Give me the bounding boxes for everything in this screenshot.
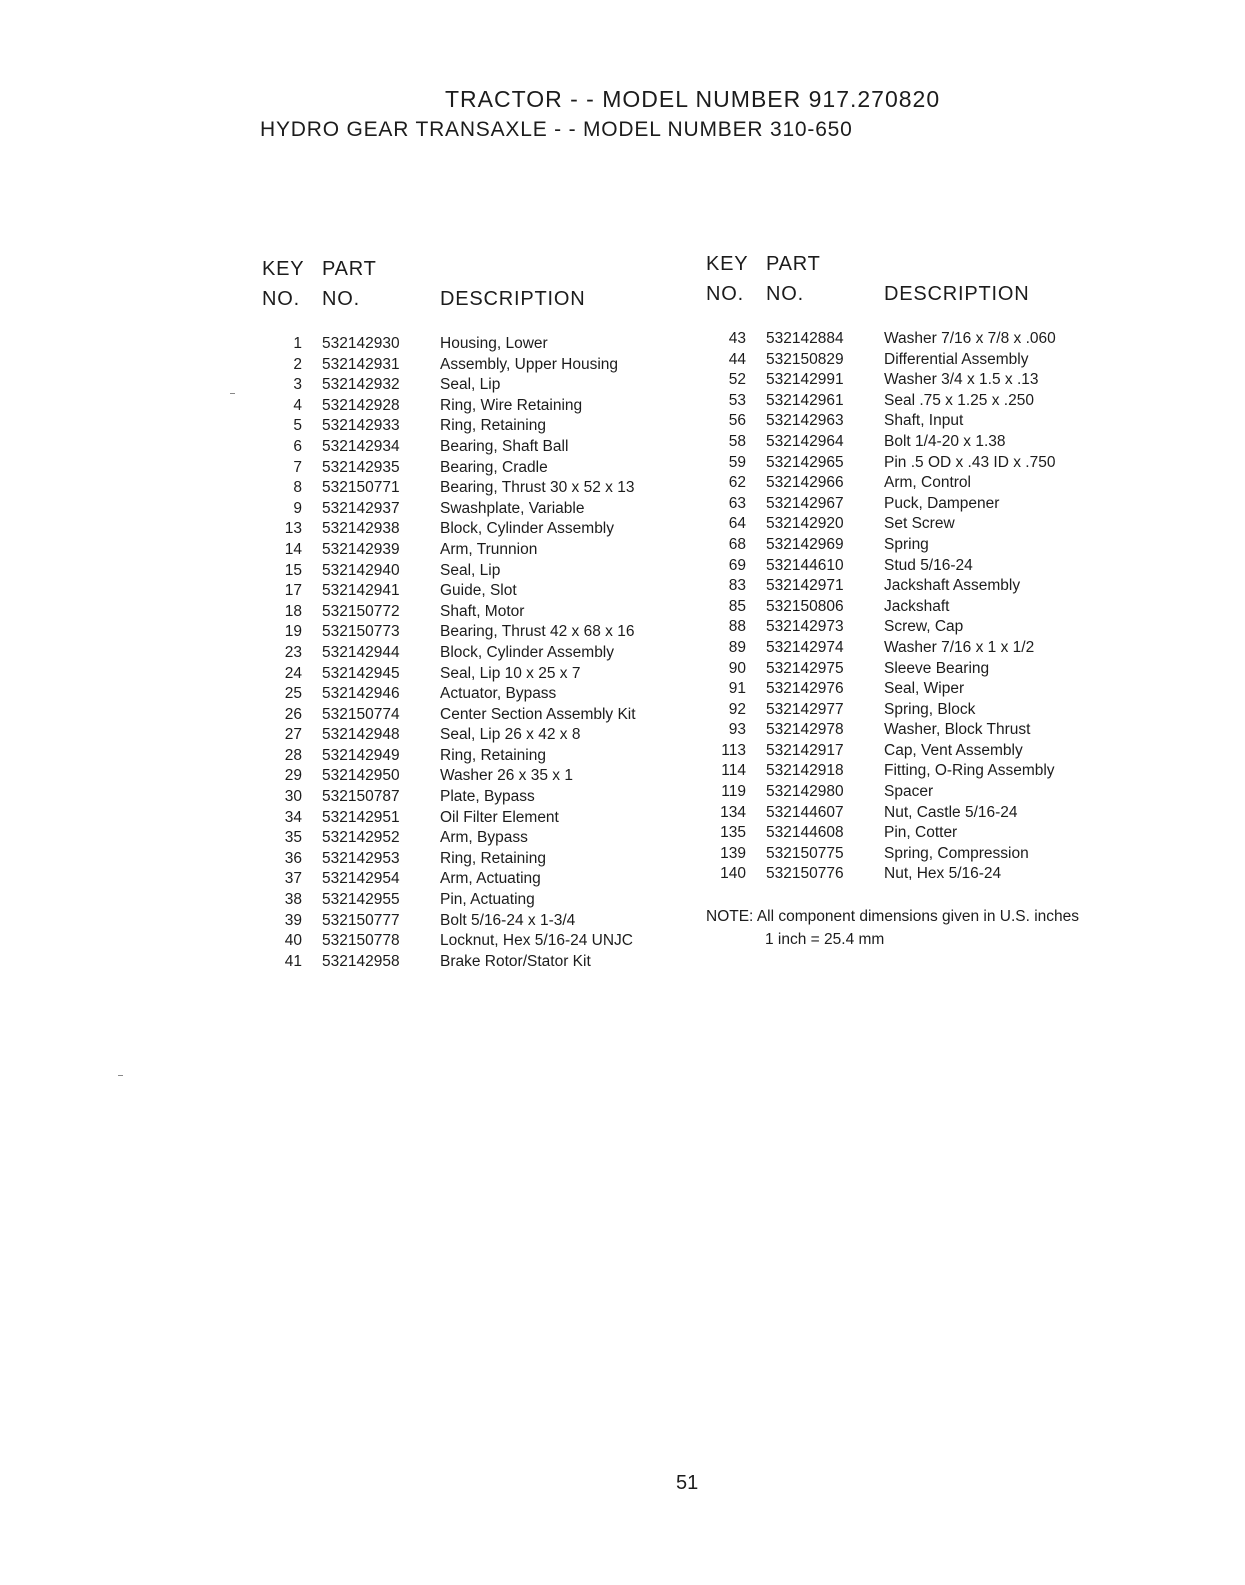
parts-table-left (262, 258, 692, 973)
key-number: 18 (284, 602, 302, 620)
parts-list-right (706, 330, 1136, 886)
part-number: 532142941 (322, 582, 400, 600)
table-row (706, 351, 1136, 372)
table-row (706, 330, 1136, 351)
table-header (262, 258, 692, 338)
key-number: 26 (284, 705, 302, 723)
part-description: Washer, Block Thrust (884, 721, 1031, 739)
key-number: 13 (284, 520, 302, 538)
table-row (262, 520, 692, 541)
table-row (262, 541, 692, 562)
part-description: Bearing, Cradle (440, 458, 548, 476)
key-number: 119 (721, 783, 746, 801)
key-number: 43 (728, 330, 746, 347)
part-number: 532150774 (322, 705, 400, 723)
key-number: 38 (284, 891, 302, 909)
key-number: 68 (728, 535, 746, 553)
part-number: 532142976 (766, 680, 844, 698)
key-number: 39 (284, 911, 302, 929)
part-description: Housing, Lower (440, 335, 548, 352)
table-row (262, 438, 692, 459)
table-row (262, 665, 692, 686)
key-number: 52 (728, 371, 746, 389)
key-number: 40 (284, 932, 302, 950)
key-number: 19 (284, 623, 302, 641)
part-description: Center Section Assembly Kit (440, 705, 636, 723)
part-description: Ring, Retaining (440, 417, 546, 435)
part-number: 532142964 (766, 432, 844, 450)
table-row (706, 454, 1136, 475)
part-number: 532144607 (766, 803, 844, 821)
table-row (262, 644, 692, 665)
part-number: 532144610 (766, 556, 844, 574)
key-number: 8 (293, 479, 302, 497)
key-header: KEY (706, 253, 749, 275)
key-number: 34 (284, 808, 302, 826)
part-description: Spring, Compression (884, 844, 1029, 862)
key-number: 62 (728, 474, 746, 492)
key-no-header: NO. (262, 288, 300, 310)
key-number: 6 (293, 437, 302, 455)
table-row (706, 721, 1136, 742)
scan-speck (118, 1075, 123, 1076)
description-header: DESCRIPTION (440, 288, 586, 310)
part-number: 532142939 (322, 540, 400, 558)
part-description: Arm, Control (884, 474, 971, 492)
key-number: 91 (728, 680, 746, 698)
table-row (262, 870, 692, 891)
key-number: 35 (284, 829, 302, 847)
part-description: Washer 26 x 35 x 1 (440, 767, 573, 785)
part-number: 532142978 (766, 721, 844, 739)
table-row (706, 536, 1136, 557)
part-number: 532142977 (766, 700, 844, 718)
part-description: Ring, Wire Retaining (440, 396, 583, 414)
key-number: 69 (728, 556, 746, 574)
part-description: Block, Cylinder Assembly (440, 520, 615, 538)
table-header (706, 253, 1136, 333)
part-description: Block, Cylinder Assembly (440, 643, 615, 661)
key-number: 5 (293, 417, 302, 435)
part-number: 532142974 (766, 638, 844, 656)
part-number: 532142918 (766, 762, 844, 780)
part-number: 532142980 (766, 783, 844, 801)
key-number: 89 (728, 638, 746, 656)
part-description: Stud 5/16-24 (884, 556, 973, 574)
key-number: 15 (284, 561, 302, 579)
key-number: 3 (293, 376, 302, 394)
part-description: Sleeve Bearing (884, 659, 990, 677)
parts-list-left (262, 335, 692, 973)
part-description: Guide, Slot (440, 582, 517, 600)
part-number: 532142952 (322, 829, 400, 847)
dimensions-note: NOTE: All component dimensions given in U.S. inches (706, 908, 1080, 925)
table-row (706, 598, 1136, 619)
table-row (262, 582, 692, 603)
key-number: 7 (293, 458, 302, 476)
part-number: 532150771 (322, 479, 400, 497)
key-number: 139 (720, 844, 746, 862)
key-number: 27 (284, 726, 302, 744)
part-description: Arm, Trunnion (440, 540, 538, 558)
part-number: 532142954 (322, 870, 400, 888)
part-description: Jackshaft Assembly (884, 577, 1021, 595)
part-number: 532142969 (766, 535, 844, 553)
part-number: 532142945 (322, 664, 400, 682)
part-number: 532142938 (322, 520, 400, 538)
table-row (262, 376, 692, 397)
part-number: 532142953 (322, 849, 400, 867)
part-description: Arm, Actuating (440, 870, 541, 888)
table-row (706, 515, 1136, 536)
table-row (706, 680, 1136, 701)
key-number: 85 (728, 597, 746, 615)
key-number: 1 (293, 335, 302, 352)
part-number: 532142958 (322, 952, 400, 970)
table-row (262, 747, 692, 768)
part-description: Bolt 5/16-24 x 1-3/4 (440, 911, 576, 929)
part-number: 532142937 (322, 499, 400, 517)
key-number: 14 (284, 540, 302, 558)
table-row (262, 932, 692, 953)
part-number: 532142917 (766, 741, 844, 759)
part-number: 532150777 (322, 911, 400, 929)
part-header: PART (766, 253, 821, 275)
table-row (706, 701, 1136, 722)
key-number: 24 (284, 664, 302, 682)
table-row (262, 788, 692, 809)
table-row (706, 577, 1136, 598)
part-number: 532142961 (766, 391, 844, 409)
part-number: 532142973 (766, 618, 844, 636)
part-description: Set Screw (884, 515, 955, 533)
table-row (262, 891, 692, 912)
part-description: Seal .75 x 1.25 x .250 (884, 391, 1034, 409)
table-row (262, 335, 692, 356)
part-description: Shaft, Motor (440, 602, 525, 620)
key-number: 17 (284, 582, 302, 600)
table-row (262, 417, 692, 438)
part-description: Nut, Hex 5/16-24 (884, 865, 1002, 883)
part-description: Brake Rotor/Stator Kit (440, 952, 591, 970)
part-description: Differential Assembly (884, 350, 1029, 368)
part-number: 532142965 (766, 453, 844, 471)
part-number: 532142933 (322, 417, 400, 435)
part-description: Ring, Retaining (440, 849, 546, 867)
table-row (706, 412, 1136, 433)
part-number: 532142946 (322, 685, 400, 703)
part-description: Spacer (884, 783, 934, 801)
part-number: 532150806 (766, 597, 844, 615)
part-description: Spring, Block (884, 700, 976, 718)
part-number: 532142951 (322, 808, 400, 826)
part-number: 532142966 (766, 474, 844, 492)
key-number: 2 (293, 355, 302, 373)
part-number: 532142955 (322, 891, 400, 909)
part-number: 532142930 (322, 335, 400, 352)
key-number: 23 (284, 643, 302, 661)
table-row (262, 829, 692, 850)
part-description: Shaft, Input (884, 412, 964, 430)
part-number: 532142975 (766, 659, 844, 677)
key-number: 36 (284, 849, 302, 867)
part-description: Bearing, Thrust 42 x 68 x 16 (440, 623, 635, 641)
key-number: 90 (728, 659, 746, 677)
key-number: 134 (720, 803, 746, 821)
key-number: 29 (284, 767, 302, 785)
table-row (706, 783, 1136, 804)
part-description: Seal, Lip 26 x 42 x 8 (440, 726, 581, 744)
part-description: Oil Filter Element (440, 808, 559, 826)
part-description: Puck, Dampener (884, 494, 1000, 512)
key-number: 41 (284, 952, 302, 970)
table-row (706, 639, 1136, 660)
part-description: Jackshaft (884, 597, 950, 615)
key-number: 53 (728, 391, 746, 409)
table-row (262, 397, 692, 418)
key-number: 9 (293, 499, 302, 517)
part-number: 532142944 (322, 643, 400, 661)
part-description: Pin, Actuating (440, 891, 535, 909)
table-row (706, 865, 1136, 886)
part-description: Actuator, Bypass (440, 685, 557, 703)
table-row (262, 953, 692, 974)
part-number: 532150772 (322, 602, 400, 620)
page-title: TRACTOR - - MODEL NUMBER 917.270820 (445, 86, 941, 112)
table-row (706, 618, 1136, 639)
table-row (706, 762, 1136, 783)
part-number: 532150778 (322, 932, 400, 950)
part-number: 532142884 (766, 330, 844, 347)
part-description: Seal, Wiper (884, 680, 965, 698)
key-number: 58 (728, 432, 746, 450)
part-description: Fitting, O-Ring Assembly (884, 762, 1055, 780)
key-number: 30 (284, 788, 302, 806)
part-number: 532142963 (766, 412, 844, 430)
key-number: 28 (284, 746, 302, 764)
part-description: Nut, Castle 5/16-24 (884, 803, 1018, 821)
part-description: Ring, Retaining (440, 746, 546, 764)
part-description: Plate, Bypass (440, 788, 535, 806)
part-description: Bolt 1/4-20 x 1.38 (884, 432, 1006, 450)
key-number: 4 (293, 396, 302, 414)
key-number: 92 (728, 700, 746, 718)
part-number: 532142940 (322, 561, 400, 579)
key-number: 25 (284, 685, 302, 703)
part-number: 532142931 (322, 355, 400, 373)
part-number: 532142928 (322, 396, 400, 414)
key-number: 140 (720, 865, 746, 883)
description-header: DESCRIPTION (884, 283, 1030, 305)
key-number: 56 (728, 412, 746, 430)
table-row (706, 371, 1136, 392)
part-number: 532142948 (322, 726, 400, 744)
table-row (706, 433, 1136, 454)
part-number: 532142932 (322, 376, 400, 394)
table-row (262, 767, 692, 788)
key-number: 37 (284, 870, 302, 888)
key-number: 135 (720, 824, 746, 842)
part-number: 532150776 (766, 865, 844, 883)
part-description: Seal, Lip (440, 561, 501, 579)
part-description: Assembly, Upper Housing (440, 355, 619, 373)
part-description: Bearing, Thrust 30 x 52 x 13 (440, 479, 635, 497)
table-row (262, 459, 692, 480)
key-header: KEY (262, 258, 305, 280)
scan-speck (230, 393, 235, 394)
key-number: 93 (728, 721, 746, 739)
part-number: 532144608 (766, 824, 844, 842)
table-row (706, 495, 1136, 516)
part-number: 532142950 (322, 767, 400, 785)
table-row (262, 912, 692, 933)
part-number: 532142934 (322, 437, 400, 455)
table-row (706, 824, 1136, 845)
table-row (262, 726, 692, 747)
part-number: 532150787 (322, 788, 400, 806)
part-description: Seal, Lip 10 x 25 x 7 (440, 664, 581, 682)
table-row (262, 623, 692, 644)
table-row (262, 356, 692, 377)
key-number: 83 (728, 577, 746, 595)
part-number: 532150829 (766, 350, 844, 368)
table-row (262, 685, 692, 706)
table-row (262, 500, 692, 521)
table-row (706, 845, 1136, 866)
key-no-header: NO. (706, 283, 744, 305)
table-row (706, 660, 1136, 681)
key-number: 63 (728, 494, 746, 512)
part-number: 532142949 (322, 746, 400, 764)
part-description: Seal, Lip (440, 376, 501, 394)
table-row (262, 809, 692, 830)
part-no-header: NO. (766, 283, 804, 305)
part-description: Pin .5 OD x .43 ID x .750 (884, 453, 1056, 471)
part-number: 532142971 (766, 577, 844, 595)
part-description: Locknut, Hex 5/16-24 UNJC (440, 932, 633, 950)
part-number: 532142935 (322, 458, 400, 476)
conversion-note: 1 inch = 25.4 mm (765, 931, 885, 948)
table-row (706, 742, 1136, 763)
key-number: 59 (728, 453, 746, 471)
table-row (706, 392, 1136, 413)
part-description: Spring (884, 535, 929, 553)
part-description: Bearing, Shaft Ball (440, 437, 569, 455)
table-row (706, 474, 1136, 495)
part-description: Washer 3/4 x 1.5 x .13 (884, 371, 1039, 389)
part-number: 532142967 (766, 494, 844, 512)
part-description: Swashplate, Variable (440, 499, 585, 517)
part-description: Washer 7/16 x 7/8 x .060 (884, 330, 1056, 347)
key-number: 88 (728, 618, 746, 636)
part-description: Pin, Cotter (884, 824, 958, 842)
parts-table-right (706, 253, 1136, 886)
part-description: Washer 7/16 x 1 x 1/2 (884, 638, 1035, 656)
table-row (262, 603, 692, 624)
key-number: 113 (721, 741, 746, 759)
table-row (706, 557, 1136, 578)
part-number: 532142920 (766, 515, 844, 533)
key-number: 64 (728, 515, 746, 533)
part-no-header: NO. (322, 288, 360, 310)
table-row (262, 850, 692, 871)
page-subtitle: HYDRO GEAR TRANSAXLE - - MODEL NUMBER 310-650 (260, 118, 853, 141)
part-description: Screw, Cap (884, 618, 964, 636)
part-description: Cap, Vent Assembly (884, 741, 1023, 759)
table-row (706, 804, 1136, 825)
part-number: 532150773 (322, 623, 400, 641)
table-row (262, 706, 692, 727)
page-number: 51 (676, 1472, 699, 1494)
key-number: 44 (728, 350, 746, 368)
table-row (262, 479, 692, 500)
part-number: 532142991 (766, 371, 844, 389)
table-row (262, 562, 692, 583)
key-number: 114 (721, 762, 746, 780)
part-number: 532150775 (766, 844, 844, 862)
part-description: Arm, Bypass (440, 829, 528, 847)
part-header: PART (322, 258, 377, 280)
